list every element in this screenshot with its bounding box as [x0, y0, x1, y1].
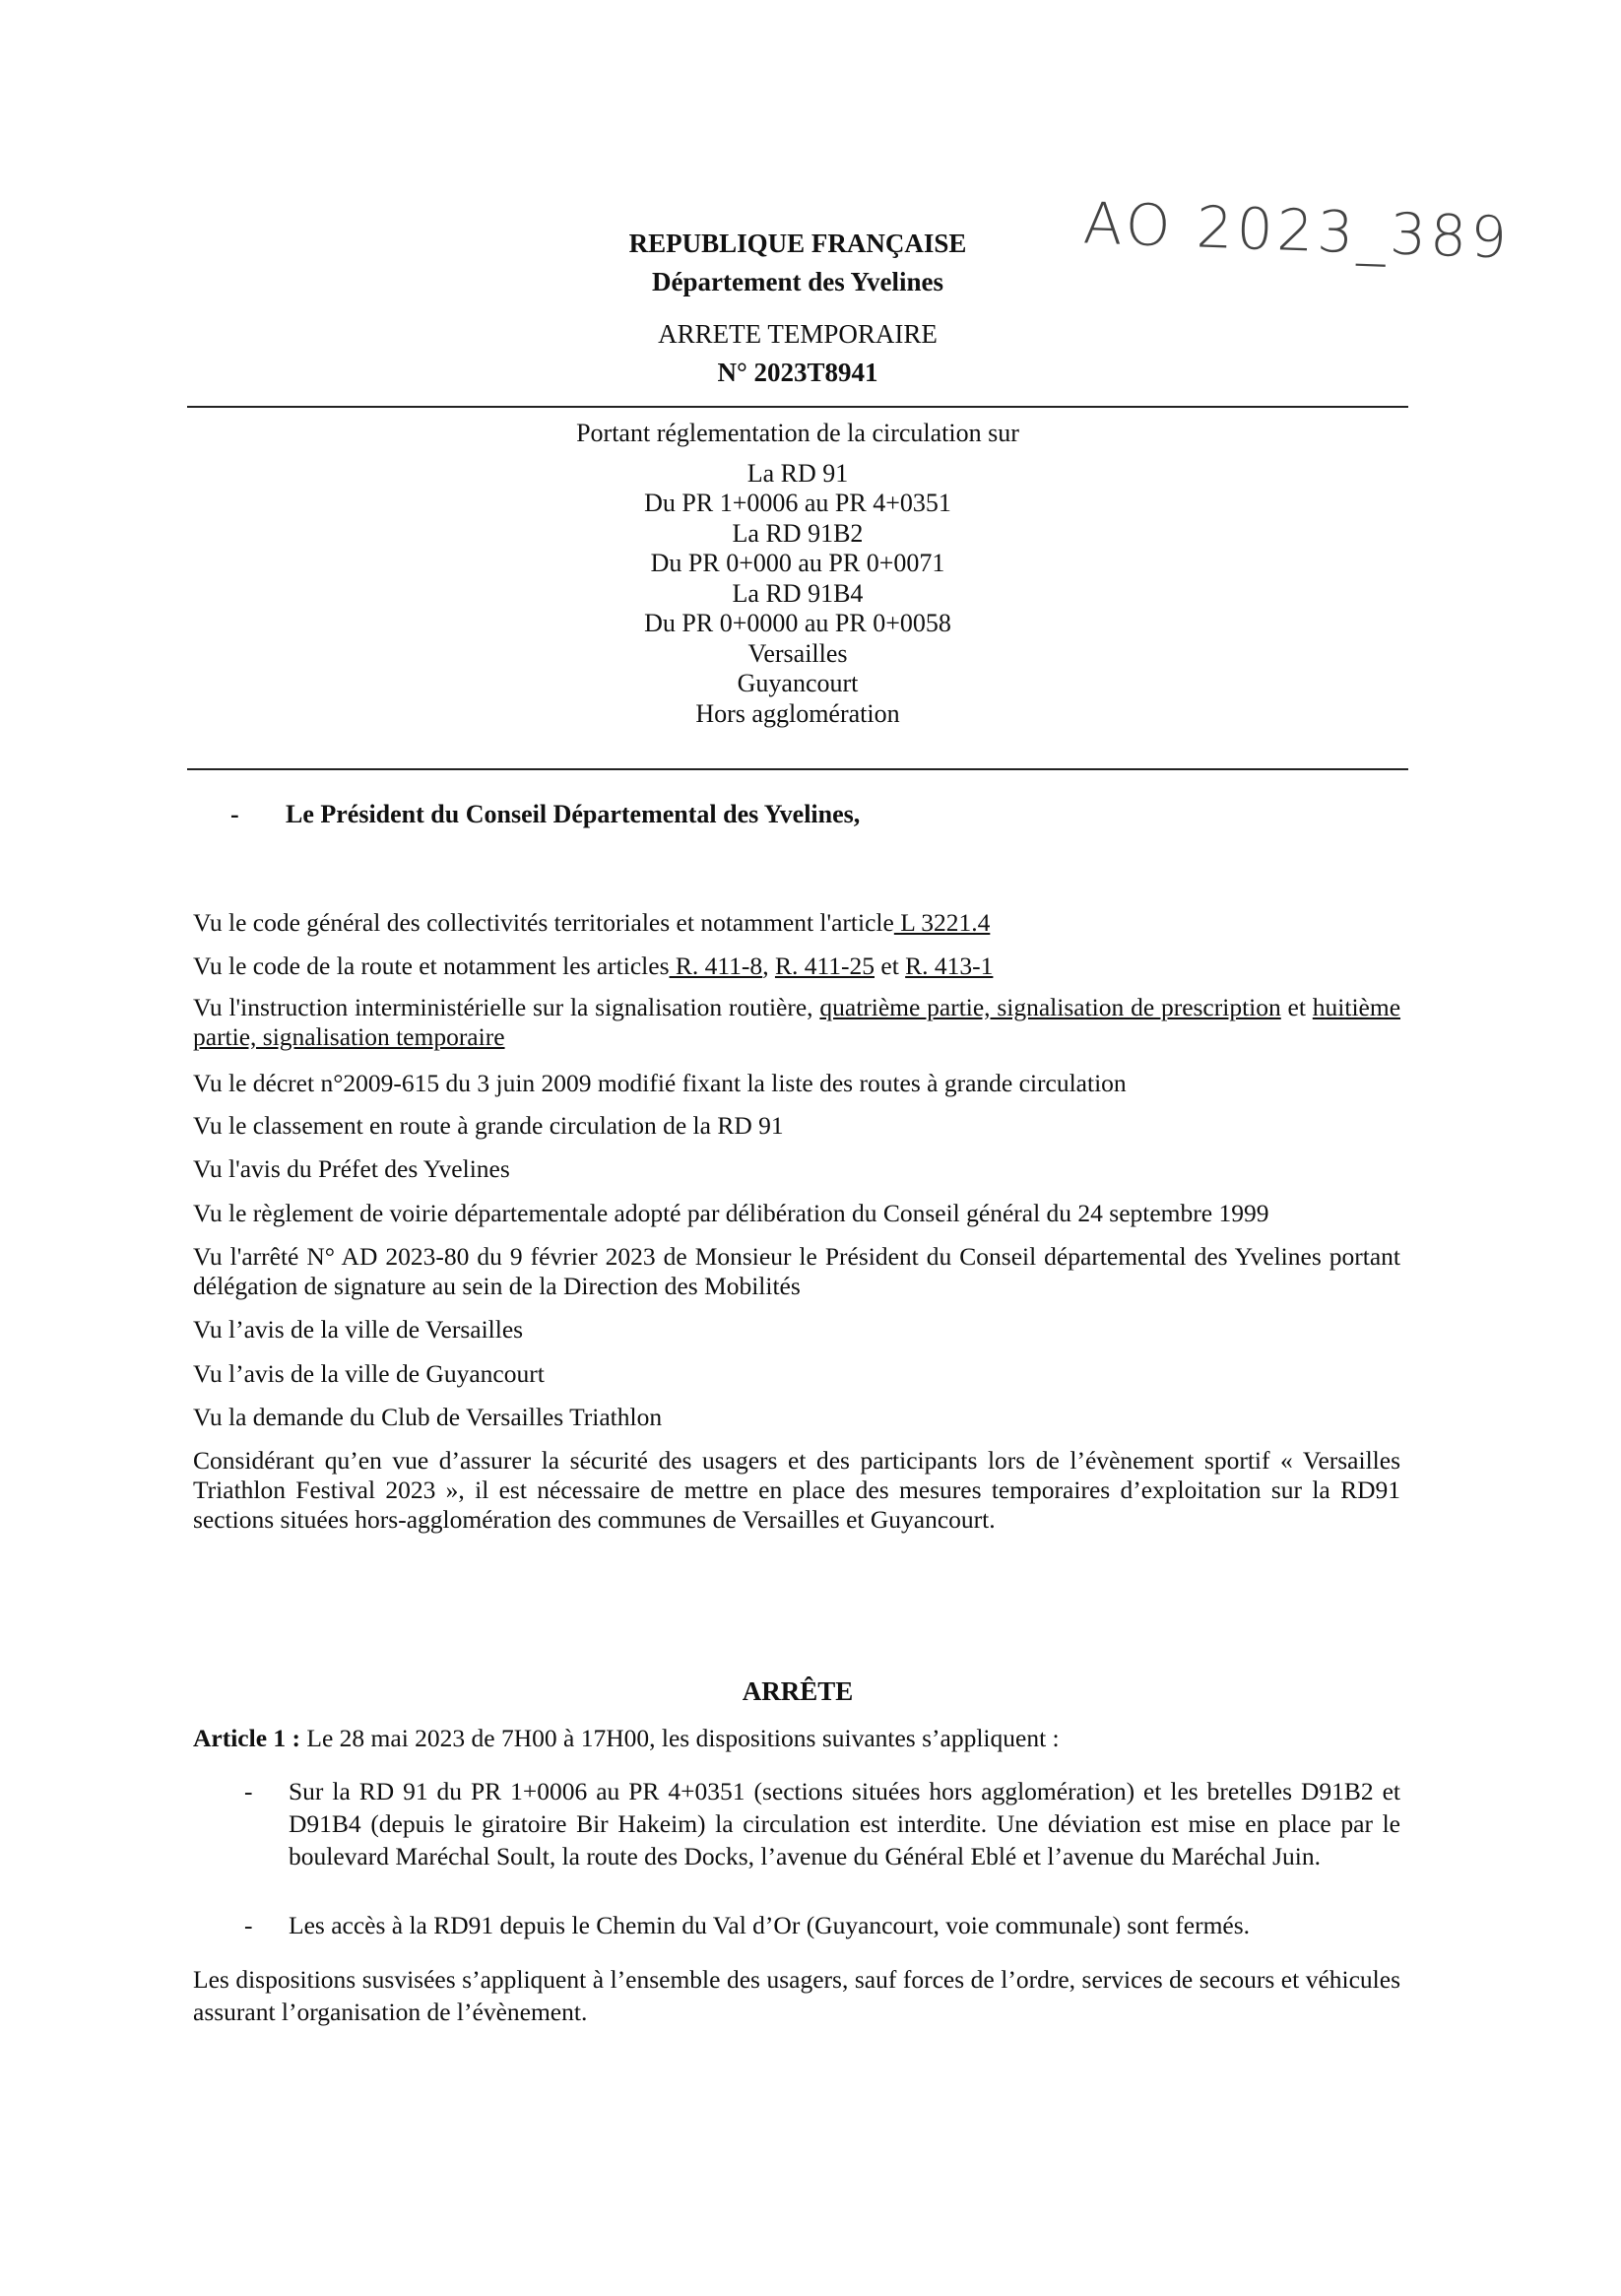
visa-text: Vu le code général des collectivités territoriales et notamment l'article: [193, 908, 894, 937]
visa-11: Vu la demande du Club de Versailles Triathlon: [193, 1403, 663, 1431]
visa-separator: et: [875, 951, 906, 980]
visa-3: [193, 993, 1400, 1052]
visa-2: [193, 951, 1400, 981]
article-1-heading: [193, 1724, 1060, 1753]
handwritten-annotation: AO 2023_389: [1081, 189, 1513, 272]
article-1-bullet: [244, 1909, 1400, 1941]
visa-text: Vu l'instruction interministérielle sur la signalisation routière,: [193, 993, 820, 1021]
visa-reference: L 3221.4: [893, 908, 991, 937]
president-line: [230, 800, 861, 829]
top-divider: [187, 406, 1408, 408]
visa-text: Vu le code de la route et notamment les articles: [193, 951, 670, 980]
subject-block: [187, 419, 1408, 729]
arrete-number: N° 2023T8941: [717, 358, 878, 387]
visa-7: Vu le règlement de voirie départementale adopté par délibération du Conseil général du 24 septembre 1999: [193, 1199, 1269, 1227]
bottom-divider: [187, 768, 1408, 770]
bullet-text: Les accès à la RD91 depuis le Chemin du Val d’Or (Guyancourt, voie communale) sont fermés.: [289, 1911, 1251, 1939]
department-title: Département des Yvelines: [652, 267, 943, 296]
visa-reference: R. 411-8: [669, 951, 763, 980]
visa-reference: R. 411-25: [774, 951, 875, 980]
visa-9: Vu l’avis de la ville de Versailles: [193, 1315, 524, 1344]
article-label: Article 1 :: [193, 1724, 301, 1752]
visa-reference: huitième partie, signalisation temporaire: [193, 993, 1401, 1051]
bullet-text: Sur la RD 91 du PR 1+0006 au PR 4+0351 (sections situées hors agglomération) et les bretelles D91B2 et D91B4 (depuis le giratoire Bir Hakeim) la circulation est interdite. Une déviation est mise en place par le boulevard Maréchal Soult, la route des Docks, l’avenue du Général Eblé et l’avenue du Maréchal Juin.: [289, 1777, 1400, 1870]
subject-line: Du PR 1+0006 au PR 4+0351: [644, 489, 951, 517]
article-1-bullet: [244, 1775, 1400, 1872]
visa-1: [193, 908, 1400, 938]
subject-line: Guyancourt: [737, 669, 859, 697]
visa-reference: R. 413-1: [905, 951, 994, 980]
subject-line: Du PR 0+000 au PR 0+0071: [650, 549, 945, 577]
republic-title: REPUBLIQUE FRANÇAISE: [628, 229, 967, 258]
visa-reference: quatrième partie, signalisation de prescription: [819, 993, 1281, 1021]
subject-line: La RD 91B2: [732, 518, 864, 548]
considering-paragraph: Considérant qu’en vue d’assurer la sécurité des usagers et des participants lors de l’évènement sportif « Versailles Triathlon Festival 2023 », il est nécessaire de mettre en place des mesures temporaires d’exploitation sur la RD91 sections situées hors-agglomération des communes de Versailles et Guyancourt.: [193, 1446, 1400, 1534]
visa-6: Vu l'avis du Préfet des Yvelines: [193, 1154, 510, 1183]
visa-8: Vu l'arrêté N° AD 2023-80 du 9 février 2023 de Monsieur le Président du Conseil départemental des Yvelines portant délégation de signature au sein de la Direction des Mobilités: [193, 1242, 1400, 1300]
subject-line: Du PR 0+0000 au PR 0+0058: [644, 609, 951, 637]
visa-10: Vu l’avis de la ville de Guyancourt: [193, 1359, 545, 1388]
subject-line: La RD 91: [746, 458, 849, 488]
final-paragraph: Les dispositions susvisées s’appliquent à l’ensemble des usagers, sauf forces de l’ordre, services de secours et véhicules assurant l’organisation de l’évènement.: [193, 1965, 1400, 2026]
bullet-dash: -: [244, 1911, 253, 1939]
subject-line: Hors agglomération: [695, 698, 900, 728]
visa-separator: et: [1280, 993, 1313, 1021]
president-dash: -: [230, 800, 239, 828]
visa-4: Vu le décret n°2009-615 du 3 juin 2009 modifié fixant la liste des routes à grande circulation: [193, 1069, 1127, 1097]
subject-line: La RD 91B4: [732, 578, 864, 608]
bullet-dash: -: [244, 1777, 253, 1805]
subject-line: Portant réglementation de la circulation sur: [576, 419, 1019, 447]
visa-separator: ,: [762, 951, 775, 980]
doc-type: ARRETE TEMPORAIRE: [658, 319, 938, 349]
arrete-title: ARRÊTE: [742, 1676, 854, 1706]
document-header: [187, 225, 1408, 392]
article-intro: Le 28 mai 2023 de 7H00 à 17H00, les dispositions suivantes s’appliquent :: [300, 1724, 1060, 1752]
subject-line: Versailles: [747, 638, 848, 668]
president-text: Le Président du Conseil Départemental des Yvelines,: [286, 800, 861, 828]
visa-5: Vu le classement en route à grande circulation de la RD 91: [193, 1111, 784, 1140]
